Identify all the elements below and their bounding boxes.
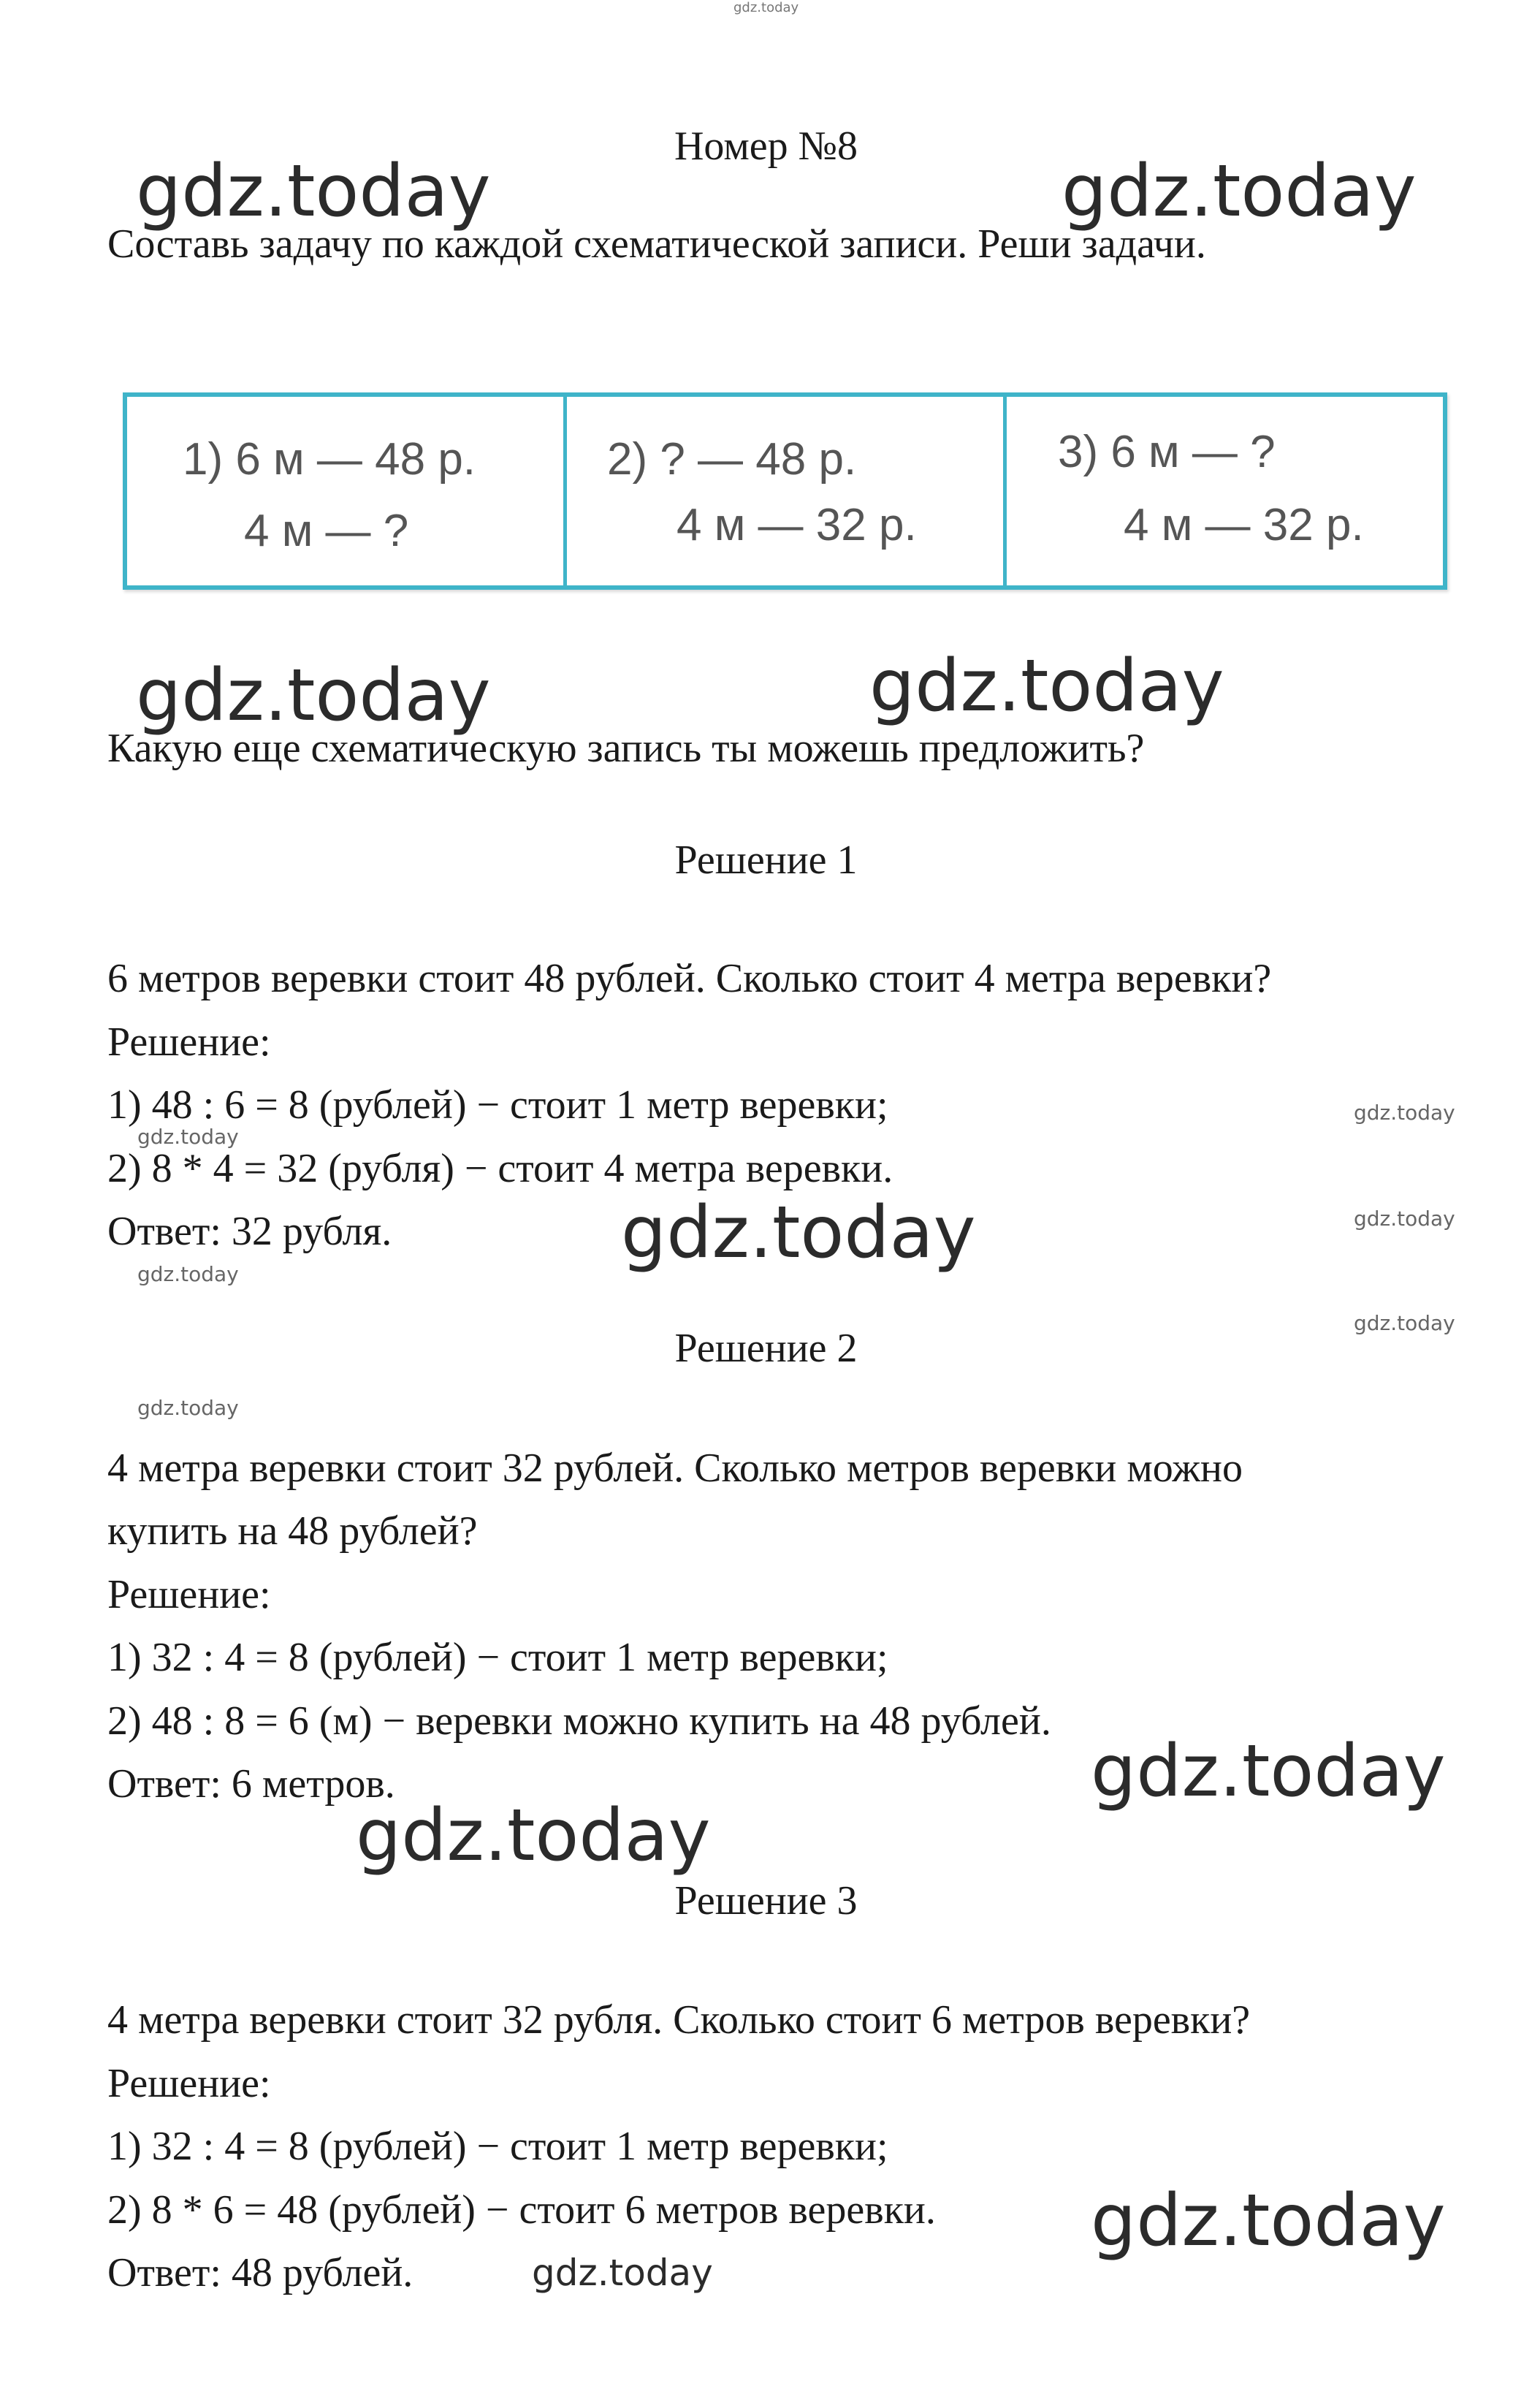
schema-line: 1) 6 м — 48 р.	[183, 434, 476, 485]
solution-step: 2) 48 : 8 = 6 (м) − веревки можно купить на 48 рублей.	[107, 1698, 1051, 1744]
solution-step: 1) 48 : 6 = 8 (рублей) − стоит 1 метр веревки;	[107, 1082, 888, 1128]
schema-line: 4 м — 32 р.	[1124, 500, 1364, 550]
problem-text: 6 метров веревки стоит 48 рублей. Сколько стоит 4 метра веревки?	[107, 956, 1272, 1001]
page-title: Номер №8	[674, 124, 858, 169]
solution-label: Решение:	[107, 1572, 271, 1617]
problem-text: 4 метра веревки стоит 32 рублей. Сколько метров веревки можно	[107, 1446, 1243, 1491]
solution-step: 2) 8 * 6 = 48 (рублей) − стоит 6 метров веревки.	[107, 2187, 936, 2233]
watermark: gdz.today	[621, 1191, 976, 1275]
solution-heading: Решение 3	[674, 1878, 858, 1923]
schema-line: 4 м — 32 р.	[677, 500, 917, 550]
watermark: gdz.today	[356, 1794, 711, 1877]
solution-label: Решение:	[107, 1019, 271, 1065]
schema-line: 3) 6 м — ?	[1058, 427, 1276, 477]
solution-step: 1) 32 : 4 = 8 (рублей) − стоит 1 метр веревки;	[107, 2124, 888, 2169]
solution-step: 2) 8 * 4 = 32 (рубля) − стоит 4 метра веревки.	[107, 1146, 893, 1191]
schema-cell	[127, 397, 567, 585]
watermark: gdz.today	[1091, 1730, 1446, 1813]
watermark-top: gdz.today	[733, 0, 799, 15]
answer-text: Ответ: 48 рублей.	[107, 2250, 414, 2295]
watermark: gdz.today	[1354, 1101, 1455, 1125]
answer-text: Ответ: 32 рубля.	[107, 1209, 392, 1254]
problem-text: купить на 48 рублей?	[107, 1508, 478, 1554]
question-text: Какую еще схематическую запись ты можешь предложить?	[107, 726, 1145, 771]
watermark: gdz.today	[1062, 150, 1417, 233]
solution-label: Решение:	[107, 2061, 271, 2106]
answer-text: Ответ: 6 метров.	[107, 1761, 395, 1807]
watermark: gdz.today	[1354, 1207, 1455, 1231]
task-text: Составь задачу по каждой схематической записи. Реши задачи.	[107, 221, 1206, 267]
schema-line: 2) ? — 48 р.	[607, 434, 857, 485]
watermark: gdz.today	[137, 1262, 239, 1286]
watermark: gdz.today	[136, 150, 491, 233]
watermark: gdz.today	[532, 2252, 713, 2294]
schema-cell	[567, 397, 1007, 585]
problem-text: 4 метра веревки стоит 32 рубля. Сколько стоит 6 метров веревки?	[107, 1997, 1251, 2043]
watermark: gdz.today	[137, 1125, 239, 1149]
watermark: gdz.today	[1354, 1311, 1455, 1335]
solution-heading: Решение 2	[674, 1326, 858, 1371]
watermark: gdz.today	[136, 654, 491, 737]
schema-table	[123, 392, 1447, 590]
schema-cell	[1007, 397, 1443, 585]
schema-line: 4 м — ?	[244, 506, 409, 556]
watermark: gdz.today	[869, 645, 1224, 728]
watermark: gdz.today	[137, 1396, 239, 1420]
solution-step: 1) 32 : 4 = 8 (рублей) − стоит 1 метр веревки;	[107, 1635, 888, 1680]
watermark: gdz.today	[1091, 2179, 1446, 2263]
solution-heading: Решение 1	[674, 838, 858, 883]
